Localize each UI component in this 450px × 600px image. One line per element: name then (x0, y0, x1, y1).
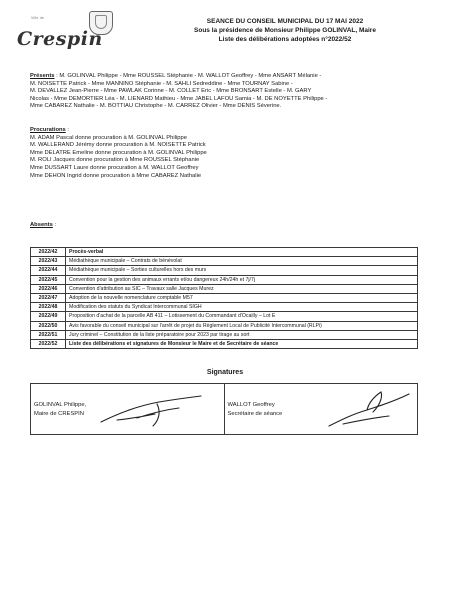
deliberation-number: 2022/48 (31, 303, 66, 312)
deliberation-title: Adoption de la nouvelle nomenclature comptable M57 (66, 293, 418, 302)
presents-line: Mme CABAREZ Nathalie - M. BOTTIAU Christophe - M. CARREZ Olivier - Mme DENIS Séverine. (30, 103, 282, 110)
deliberation-number: 2022/51 (31, 330, 66, 339)
deliberation-number: 2022/46 (31, 284, 66, 293)
deliberation-title: Liste des délibérations et signatures de Monsieur le Maire et de Secrétaire de séance (66, 339, 418, 348)
deliberation-number: 2022/45 (31, 275, 66, 284)
mayor-signer (34, 401, 86, 419)
secretary-signer (228, 401, 283, 419)
table-row (31, 312, 418, 321)
presents-section (30, 73, 430, 111)
signatures-table (30, 383, 418, 435)
logo-tagline: Ville de (31, 16, 45, 20)
procuration-line: Mme DEHON Ingrid donne procuration à Mme CABAREZ Nathalie (30, 172, 202, 179)
presents-title: Présents (30, 73, 55, 79)
mayor-role: Maire de CRESPIN (34, 411, 84, 417)
procuration-line: Mme DELATRE Emeline donne procuration à M. GOLINVAL Philippe (30, 149, 207, 156)
signatures-title: Signatures (206, 369, 244, 376)
secretary-handwritten-signature (323, 388, 415, 432)
table-row (31, 321, 418, 330)
secretary-signature-cell (224, 384, 418, 435)
deliberation-title: Médiathèque municipale – Sorties culturelles hors des murs (66, 266, 418, 275)
procuration-line: M. WALLERAND Jérémy donne procuration à M. NOISETTE Patrick (30, 142, 206, 149)
table-row (31, 293, 418, 302)
procurations-section: Procurations : M. ADAM Pascal donne procuration à M. GOLINVAL Philippe M. WALLERAND Jérémy donne procuration à M. NOISETTE Patrick Mme DELATRE Emeline donne procuration à M. GOLINVAL Philippe M. ROLI Jacques donne procuration à Mme ROUSSEL Stéphanie Mme DUSSART Laure donne procuration à M. WALLOT Geoffrey Mme DEHON Ingrid donne procuration à Mme CABAREZ Nathalie (30, 127, 430, 180)
secretary-role: Secrétaire de séance (227, 411, 283, 417)
deliberations-table (30, 247, 418, 349)
deliberation-title: Proposition d'achat de la parcelle AB 411 – Lotissement du Commandant d'Ocailly – Lot E (66, 312, 418, 321)
table-row (31, 330, 418, 339)
presents-line: M. DEVALLEZ Jean-Pierre - Mme PAWLAK Corinne - M. COLLET Eric - Mme BRONSART Estelle - M. GARY (30, 88, 312, 95)
header-list-title: Liste des délibérations adoptées n°2022/52 (218, 36, 352, 43)
deliberation-title: Convention d'attribution au SIC – Travaux salle Jacques Murez (66, 284, 418, 293)
table-row (31, 284, 418, 293)
document-header (175, 17, 395, 44)
table-row (31, 275, 418, 284)
table-row (31, 257, 418, 266)
deliberation-number: 2022/44 (31, 266, 66, 275)
procuration-line: M. ADAM Pascal donne procuration à M. GOLINVAL Philippe (30, 134, 187, 141)
secretary-name: WALLOT Geoffrey (227, 402, 275, 408)
procurations-title: Procurations (30, 127, 66, 133)
deliberation-title: Jury criminel – Constitution de la liste préparatoire pour 2023 par tirage au sort (66, 330, 418, 339)
presents-line: Nicolas - Mme DEMORTIER Léa - M. LIENARD Mathieu - Mme JABEL LAFOU Samia - M. DE NOYETTE Philippe - (30, 95, 328, 102)
table-row (31, 303, 418, 312)
deliberation-title: Modification des statuts du Syndicat Intercommunal SIGH (66, 303, 418, 312)
deliberation-title: Médiathèque municipale – Contrats de bénévolat (66, 257, 418, 266)
deliberation-title: Procès-verbal (66, 248, 418, 257)
absents-section (30, 222, 430, 230)
header-session-title: SEANCE DU CONSEIL MUNICIPAL DU 17 MAI 2022 (206, 18, 364, 25)
logo-wordmark: Crespin (17, 28, 103, 50)
table-row (31, 248, 418, 257)
crespin-logo (17, 11, 125, 49)
table-row (31, 339, 418, 348)
presents-line: : M. GOLINVAL Philippe - Mme ROUSSEL Stéphanie - M. WALLOT Geoffrey - Mme ANSART Mélanie - (54, 73, 322, 79)
deliberation-title: Convention pour la gestion des animaux errants et/ou dangereux 24h/24h et 7j/7j (66, 275, 418, 284)
header-presidency: Sous la présidence de Monsieur Philippe GOLINVAL, Maire (194, 27, 376, 34)
absents-text: : (52, 222, 57, 228)
mayor-signature-cell (31, 384, 225, 435)
absents-title: Absents (30, 222, 53, 228)
table-row (31, 266, 418, 275)
presents-line: M. NOISETTE Patrick - Mme MANNINO Stéphanie - M. SAHLI Sedreddine - Mme TOURNAY Sabine - (30, 80, 293, 87)
procuration-line: Mme DUSSART Laure donne procuration à M. WALLOT Geoffrey (30, 164, 199, 171)
deliberation-number: 2022/47 (31, 293, 66, 302)
mayor-handwritten-signature (97, 392, 207, 430)
deliberation-number: 2022/49 (31, 312, 66, 321)
deliberation-number: 2022/52 (31, 339, 66, 348)
deliberation-number: 2022/43 (31, 257, 66, 266)
deliberation-number: 2022/50 (31, 321, 66, 330)
procuration-line: M. ROLI Jacques donne procuration à Mme ROUSSEL Stéphanie (30, 157, 200, 164)
mayor-name: GOLINVAL Philippe, (34, 402, 87, 408)
deliberation-title: Avis favorable du conseil municipal sur l'arrêt de projet du Règlement Local de Publicité Intercommunal (RLPi) (66, 321, 418, 330)
deliberation-number: 2022/42 (31, 248, 66, 257)
